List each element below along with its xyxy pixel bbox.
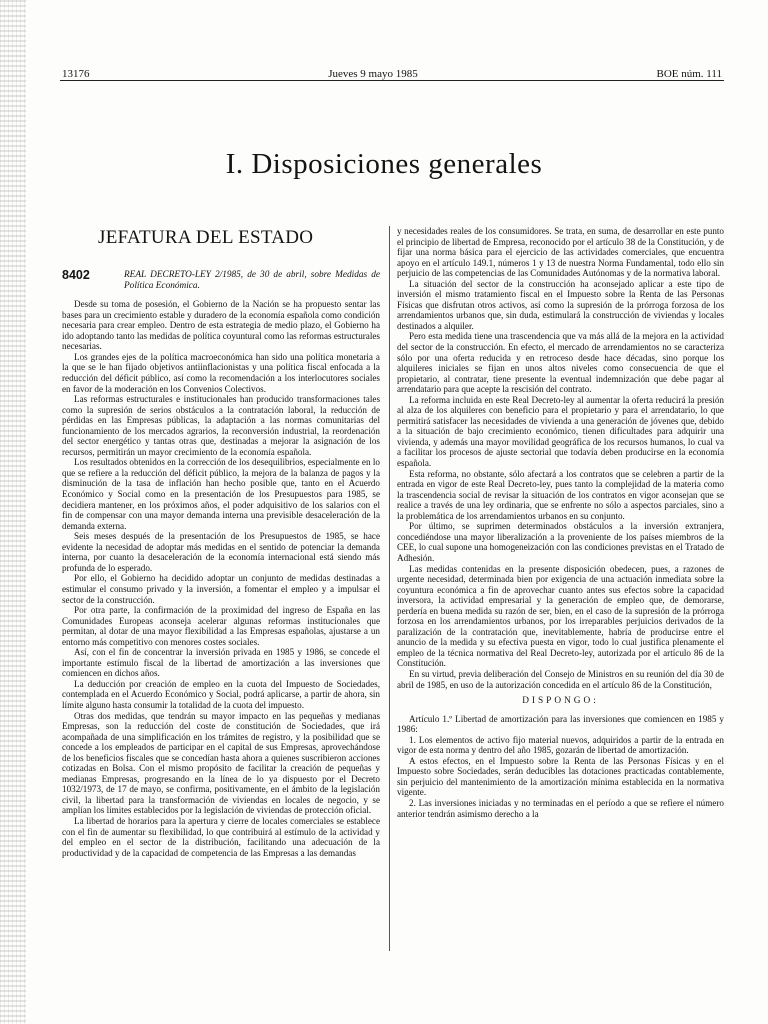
right-column xyxy=(397,226,724,819)
paragraph: La deducción por creación de empleo en la cuota del Impuesto de Sociedades, contemplada en el Acuerdo Económico y Social, podrá aplicarse, a partir de ahora, sin límite alguno hasta consumir la totalidad de la cuota del impuesto. xyxy=(62,678,380,710)
paragraph: Otras dos medidas, que tendrán su mayor impacto en las pequeñas y medianas Empresas, son la reducción del coste de constitución de Sociedades, que irá acompañada de una simplificación en los trámites de registro, y la posibilidad que se concede a los empleados de participar en el capital de sus Empresas, aprovechándose de los beneficios fiscales que se concedían hasta ahora a quienes suscribieron acciones cotizadas en Bolsa. Con el mismo propósito de facilitar la creación de pequeñas y medianas Empresas, progresando en la línea de lo ya dispuesto por el Decreto 1032/1973, de 17 de mayo, se confirma, positivamente, en el ámbito de la legislación civil, la libertad para la transformación de viviendas en locales de negocio, y se amplían los límites establecidos por la legislación de viviendas de protección oficial. xyxy=(62,710,380,816)
paragraph: Por ello, el Gobierno ha decidido adoptar un conjunto de medidas destinadas a estimular el consumo privado y la inversión, a fomentar el empleo y a impulsar el sector de la construcción. xyxy=(62,573,380,605)
header-rule xyxy=(60,80,724,81)
column-divider xyxy=(389,226,390,951)
paragraph: Así, con el fin de concentrar la inversión privada en 1985 y 1986, se concede el importante estímulo fiscal de la libertad de amortización a las inversiones que comiencen en dichos años. xyxy=(62,647,380,679)
paragraph: 1. Los elementos de activo fijo material nuevos, adquiridos a partir de la entrada en vigor de esta norma y dentro del año 1985, gozarán de libertad de amortización. xyxy=(397,734,724,756)
section-title: I. Disposiciones generales xyxy=(225,148,543,180)
paragraph: En su virtud, previa deliberación del Consejo de Ministros en su reunión del día 30 de abril de 1985, en uso de la autorización concedida en el artículo 86 de la Constitución, xyxy=(397,668,724,690)
paragraph: Por último, se suprimen determinados obstáculos a la inversión extranjera, concediéndose una mayor liberalización a la proveniente de los países miembros de la CEE, lo cual supone una homogeneización con las condiciones previstas en el Tratado de Adhesión. xyxy=(397,521,724,563)
paragraph: Seis meses después de la presentación de los Presupuestos de 1985, se hace evidente la necesidad de adoptar más medidas en el sentido de potenciar la demanda interna, por cuanto la desaceleración de la economía internacional está siendo más profunda de lo esperado. xyxy=(62,531,380,573)
paragraph: La reforma incluida en este Real Decreto-ley al aumentar la oferta reducirá la presión al alza de los alquileres con beneficio para el propietario y para el arrendatario, lo que permitirá satisfacer las necesidades de vivienda a una generación de jóvenes que, debido a la situación de bajo crecimiento económico, tienen dificultades para adquirir una vivienda, y además una mayor movilidad geográfica de los recursos humanos, lo cual va a facilitar los procesos de ajuste sectorial que todavía deben producirse en la economía española. xyxy=(397,394,724,469)
paragraph: Los grandes ejes de la política macroeconómica han sido una política monetaria a la que se le han fijado objetivos antiinflacionistas y una política fiscal enfocada a la reducción del déficit público, así como la recomendación a los interlocutores sociales en favor de la moderación en los Convenios Colectivos. xyxy=(62,351,380,394)
left-column xyxy=(62,226,380,858)
dispongo-heading: DISPONGO: xyxy=(522,696,599,707)
publication-date: Jueves 9 mayo 1985 xyxy=(328,68,418,80)
paragraph: A estos efectos, en el Impuesto sobre la Renta de las Personas Físicas y en el Impuesto sobre Sociedades, serán deducibles las dotaciones practicadas contablemente, sin perjuicio del mantenimiento de la amortización mínima establecida en la normativa vigente. xyxy=(397,755,724,798)
paragraph: Por otra parte, la confirmación de la proximidad del ingreso de España en las Comunidades Europeas aconseja acelerar algunas reformas institucionales que permitan, al dotar de una mayor flexibilidad a las Empresas españolas, ajustarse a un entorno más competitivo con menores costes sociales. xyxy=(62,605,380,647)
decree-number: 8402 xyxy=(62,268,90,282)
article-heading: Artículo 1.º Libertad de amortización para las inversiones que comiencen en 1985 y 1986: xyxy=(397,713,724,735)
paragraph: La libertad de horarios para la apertura y cierre de locales comerciales se establece con el fin de aumentar su flexibilidad, lo que contribuirá al estímulo de la actividad y del empleo en el sector de la distribución, facilitando una adecuación de la productividad y de la capacidad de competencia de las Empresas a las demandas xyxy=(62,815,380,858)
decree-title: REAL DECRETO-LEY 2/1985, de 30 de abril, sobre Medidas de Política Económica. xyxy=(124,270,380,291)
paragraph: Pero esta medida tiene una trascendencia que va más allá de la mejora en la actividad del sector de la construcción. En efecto, el mercado de arrendamientos no se caracteriza sólo por una oferta reducida y en retroceso desde hace décadas, sino porque los alquileres iniciales se fijan en unos altos niveles como consecuencia de que el propietario, al contratar, tiene presente la eventual indemnización que debe pagar al arrendatario para que acepte la rescisión del contrato. xyxy=(397,331,724,395)
department-heading: JEFATURA DEL ESTADO xyxy=(98,227,314,248)
paragraph: 2. Las inversiones iniciadas y no terminadas en el período a que se refiere el número anterior tendrán asimismo derecho a la xyxy=(397,797,724,819)
page-number: 13176 xyxy=(62,68,90,80)
paragraph: Desde su toma de posesión, el Gobierno de la Nación se ha propuesto sentar las bases para un crecimiento estable y duradero de la economía española como condición necesaria para crear empleo. Dentro de esta estrategia de medio plazo, el Gobierno ha ido adoptando tanto las medidas de política coyuntural como las reformas estructurales necesarias. xyxy=(62,299,380,352)
paragraph: Las medidas contenidas en la presente disposición obedecen, pues, a razones de urgente necesidad, determinada bien por exigencia de una actuación inmediata sobre la coyuntura económica a fin de aprovechar cuanto antes sus efectos sobre la capacidad inversora, la actividad empresarial y la generación de empleo que, de demorarse, perdería en buena medida su razón de ser, bien, en el caso de la supresión de la prórroga forzosa en los arrendamientos urbanos, por los irreparables perjuicios derivados de la paralización de la contratación que, inevitablemente, habría de producirse entre el anuncio de la medida y su efectiva puesta en vigor, todo lo cual justifica plenamente el empleo de la técnica normativa del Real Decreto-ley, autorizada por el artículo 86 de la Constitución. xyxy=(397,563,724,669)
paragraph: Esta reforma, no obstante, sólo afectará a los contratos que se celebren a partir de la entrada en vigor de este Real Decreto-ley, pues tanto la complejidad de la materia como la trascendencia social de revisar la situación de los contratos en vigor aconsejan que se realice a través de una ley ordinaria, que se enfrente no sólo a aspectos parciales, sino a la problemática de los arrendamientos urbanos en su conjunto. xyxy=(397,468,724,521)
paragraph: Los resultados obtenidos en la corrección de los desequilibrios, especialmente en lo que se refiere a la reducción del déficit público, la mejora de la balanza de pagos y la disminución de la tasa de inflación han hecho posible que, tanto en el Acuerdo Económico y Social como en la presentación de los Presupuestos para 1985, se decidiera mantener, en los próximos años, el poder adquisitivo de los salarios con el fin de compensar con una mayor demanda interna una previsible desaceleración de la demanda externa. xyxy=(62,457,380,531)
decree-heading xyxy=(62,270,380,291)
paragraph: Las reformas estructurales e institucionales han producido transformaciones tales como la supresión de serios obstáculos a la contratación laboral, la reducción de pérdidas en las Empresas públicas, la adaptación a las normas comunitarias del funcionamiento de los mercados agrarios, la reconversión industrial, la reordenación del sector energético y tantas otras que, destinadas a mejorar la asignación de los recursos, permitirán un mayor crecimiento de la economía española. xyxy=(62,394,380,457)
page-header xyxy=(62,62,722,80)
paragraph: La situación del sector de la construcción ha aconsejado aplicar a este tipo de inversión el mismo tratamiento fiscal en el Impuesto sobre la Renta de las Personas Físicas que disfrutan otros activos, así como la supresión de la prórroga forzosa de los arrendamientos urbanos que, sin duda, estimulará la construcción de viviendas y locales destinados a alquiler. xyxy=(397,278,724,331)
paragraph: y necesidades reales de los consumidores. Se trata, en suma, de desarrollar en este punto el principio de libertad de Empresa, reconocido por el artículo 38 de la Constitución, y de fijar una norma básica para el ejercicio de las actividades comerciales, que encuentra apoyo en el artículo 149.1, números 1 y 13 de nuestra Norma Fundamental, todo ello sin perjuicio de las competencias de las Comunidades Autónomas y de la normativa laboral. xyxy=(397,226,724,279)
bulletin-number: BOE núm. 111 xyxy=(656,68,722,80)
